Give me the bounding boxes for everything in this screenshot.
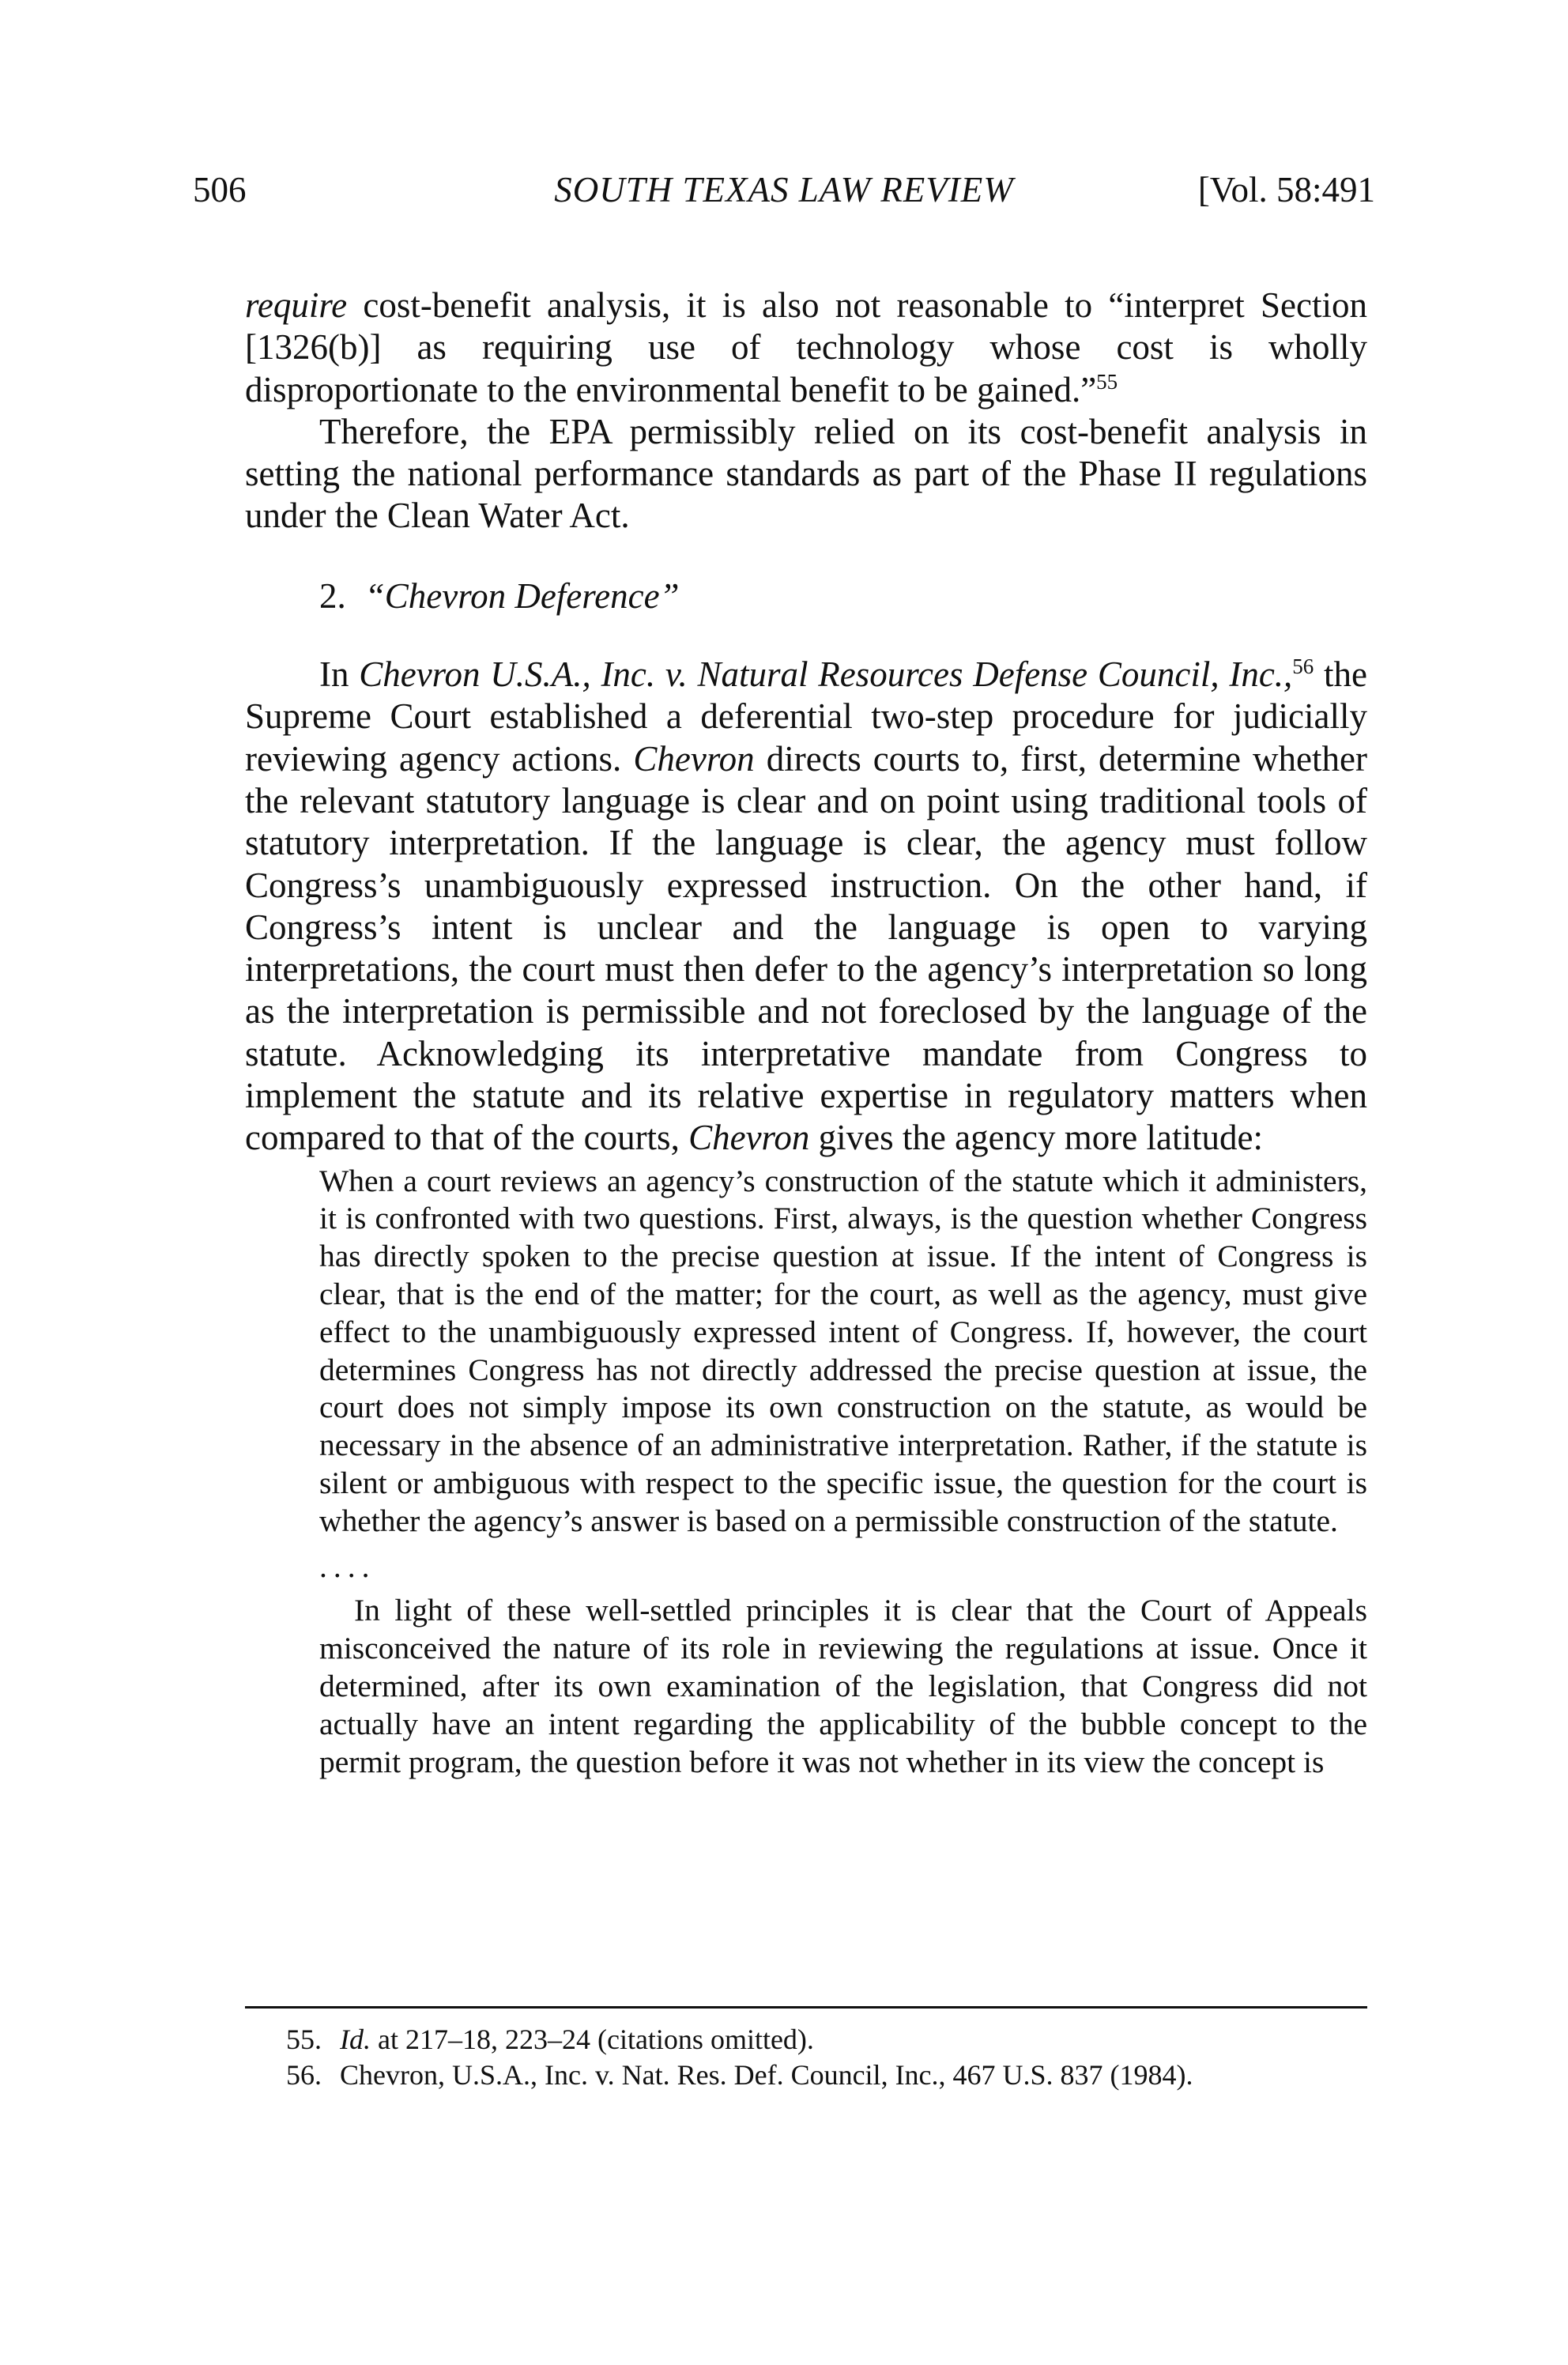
footnote-ref-56[interactable]: 56	[1292, 654, 1314, 679]
section-title: “Chevron Deference”	[364, 575, 680, 616]
footnote-number: 55.	[286, 2024, 322, 2055]
paragraph-text: the Supreme Court established a deferential two-step procedure for judicially reviewing agency actions.	[245, 654, 1367, 779]
footnote-citation: Chevron, U.S.A., Inc. v. Nat. Res. Def. Council, Inc., 467 U.S. 837 (1984).	[340, 2059, 1193, 2091]
case-comma: ,	[1283, 654, 1293, 695]
case-name: Chevron U.S.A., Inc. v. Natural Resources Defense Council, Inc.	[359, 654, 1284, 695]
paragraph-text: gives the agency more latitude:	[809, 1118, 1263, 1158]
case-short-name: Chevron	[633, 738, 755, 779]
block-quote	[319, 1163, 1367, 1782]
section-number: 2.	[319, 575, 346, 616]
page-number: 506	[193, 170, 247, 209]
footnote-55	[245, 2022, 1367, 2058]
running-title: SOUTH TEXAS LAW REVIEW	[554, 170, 1014, 209]
paragraph-continued	[245, 285, 1367, 411]
case-short-name: Chevron	[688, 1118, 810, 1158]
footnote-divider	[245, 2006, 1367, 2009]
quote-ellipsis: ....	[319, 1548, 376, 1584]
footnote-signal: Id.	[340, 2024, 371, 2055]
paragraph-chevron	[245, 654, 1367, 1160]
paragraph-text: directs courts to, first, determine whether the relevant statutory language is clear and on point using traditional tools of statutory interpretation. If the language is clear, the agency must follow Congress’s unambiguously expressed instruction. On the other hand, if Congress’s intent is unclear and the language is open to varying interpretations, the court must then defer to the agency’s interpretation so long as the interpretation is permissible and not foreclosed by the language of the statute. Acknowledging its interpretative mandate from Congress to implement the statute and its relative expertise in regulatory matters when compared to that of the courts,	[245, 738, 1367, 1158]
main-text	[245, 285, 1367, 1781]
footnote-citation: at 217–18, 223–24 (citations omitted).	[371, 2024, 814, 2055]
footnote-ref-55[interactable]: 55	[1096, 369, 1118, 394]
paragraph-therefore: Therefore, the EPA permissibly relied on its cost-benefit analysis in setting the national performance standards as part of the Phase II regulations under the Clean Water Act.	[245, 411, 1367, 536]
volume-citation: [Vol. 58:491	[1197, 170, 1375, 209]
paragraph-text: cost-benefit analysis, it is also not reasonable to “interpret Section [1326(b)] as requiring use of technology whose cost is wholly disproportionate to the environmental benefit to be gained.”	[245, 285, 1367, 409]
footnote-number: 56.	[286, 2059, 322, 2091]
footnotes	[245, 2022, 1367, 2093]
paragraph-text: In	[319, 654, 360, 695]
quote-paragraph: When a court reviews an agency’s construction of the statute which it administers, it is confronted with two questions. First, always, is the question whether Congress has directly spoken to the precise question at issue. If the intent of Congress is clear, that is the end of the matter; for the court, as well as the agency, must give effect to the unambiguously expressed intent of Congress. If, however, the court determines Congress has not directly addressed the precise question at issue, the court does not simply impose its own construction on the statute, as would be necessary in the absence of an administrative interpretation. Rather, if the statute is silent or ambiguous with respect to the specific issue, the question for the court is whether the agency’s answer is based on a permissible construction of the statute.	[319, 1163, 1367, 1538]
footnote-56	[245, 2058, 1367, 2093]
emphasis-require: require	[245, 285, 348, 325]
section-heading	[319, 575, 1367, 617]
footnote-text	[340, 2022, 1367, 2058]
quote-paragraph: In light of these well-settled principles it is clear that the Court of Appeals misconceived the nature of its role in reviewing the regulations at issue. Once it determined, after its own examination of the legislation, that Congress did not actually have an intent regarding the applicability of the bubble concept to the permit program, the question before it was not whether in its view the concept is	[319, 1593, 1367, 1779]
